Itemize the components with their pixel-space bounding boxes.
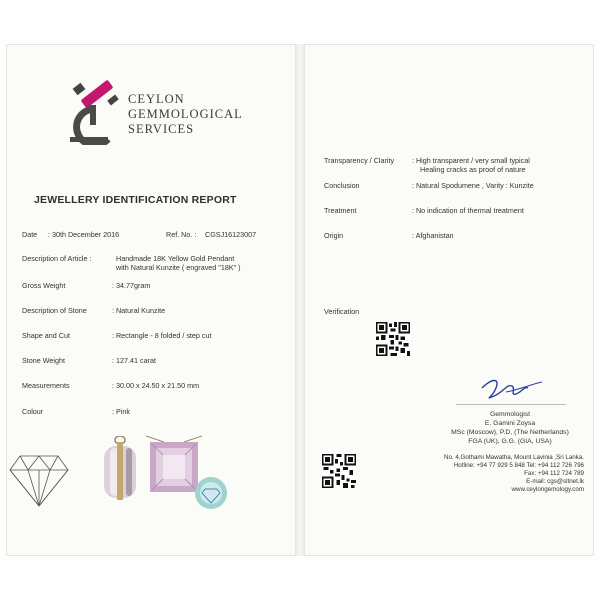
company-line-3: SERVICES (128, 122, 195, 136)
company-line-2: GEMMOLOGICAL (128, 107, 243, 121)
ref-label: Ref. No. : (166, 230, 197, 239)
date-value: : 30th December 2016 (48, 230, 120, 239)
company-line-1: CEYLON (128, 92, 185, 106)
field-label-stone-weight: Stone Weight (22, 356, 66, 365)
hotline: Hotline: +94 77 929 5 848 Tel: +94 112 726 796 (453, 462, 584, 469)
field-label-article: Description of Article : (22, 254, 92, 263)
detail-value-conclusion: : Natural Spodumene , Varity : Kunzite (412, 181, 534, 190)
verification-qr-code[interactable] (376, 322, 410, 356)
field-value-colour: : Pink (112, 407, 130, 416)
detail-label-conclusion: Conclusion (324, 181, 360, 190)
hologram-seal-icon (194, 476, 228, 510)
detail-value-treatment: : No indication of thermal treatment (412, 206, 524, 215)
microscope-logo-icon (64, 75, 124, 145)
gemmologist-name: E. Gamini Zoysa (484, 420, 536, 427)
field-value-gross-weight: : 34.77gram (112, 281, 151, 290)
field-label-measurements: Measurements (22, 381, 70, 390)
detail-value-transparency-2: Healing cracks as proof of nature (420, 165, 526, 174)
detail-label-transparency: Transparency / Clarity (324, 156, 395, 165)
contact-qr-code[interactable] (322, 454, 356, 488)
website-link[interactable]: www.ceylongemology.com (511, 486, 584, 493)
diamond-icon (8, 452, 70, 508)
detail-value-origin: : Afghanistan (412, 231, 454, 240)
field-value-stone: : Natural Kunzite (112, 306, 166, 315)
detail-label-origin: Origin (324, 231, 344, 240)
field-value-article: Handmade 18K Yellow Gold Pendant (116, 254, 235, 263)
company-name (128, 92, 243, 137)
gemmologist-credentials-2: FGA (UK), G.G. (GIA, USA) (468, 438, 552, 445)
gemmologist-signature (476, 374, 546, 404)
field-value-measurements: : 30.00 x 24.50 x 21.50 mm (112, 381, 200, 390)
field-label-colour: Colour (22, 407, 44, 416)
ref-value: CGSJ16123007 (205, 230, 257, 239)
report-title: JEWELLERY IDENTIFICATION REPORT (34, 194, 237, 206)
field-label-shape: Shape and Cut (22, 331, 70, 340)
address: No. 4,Gothami Mawatha, Mount Lavinia ,Sri Lanka. (444, 454, 584, 461)
verification-label: Verification (324, 307, 360, 316)
gemmologist-title: Gemmologist (489, 411, 531, 418)
field-label-gross-weight: Gross Weight (22, 281, 66, 290)
signature-line (456, 404, 566, 405)
pendant-side-photo (96, 436, 144, 504)
page-fold (296, 44, 304, 556)
gemmologist-credentials-1: MSc (Moscow), P.D, (The Netherlands) (451, 429, 569, 436)
contact-block (362, 454, 584, 494)
field-label-stone: Description of Stone (22, 306, 87, 315)
field-value-shape: : Rectangle - 8 folded / step cut (112, 331, 212, 340)
gemmologist-block (440, 410, 580, 446)
fax: Fax: +94 112 724 789 (524, 470, 584, 477)
field-value-article-2: with Natural Kunzite ( engraved "18K" ) (116, 263, 241, 272)
detail-value-transparency: : High transparent / very small typical (412, 156, 530, 165)
email-link[interactable]: E-mail: cgs@sltnet.lk (526, 478, 584, 485)
field-value-stone-weight: : 127.41 carat (112, 356, 156, 365)
detail-label-treatment: Treatment (324, 206, 357, 215)
date-label: Date (22, 230, 38, 239)
